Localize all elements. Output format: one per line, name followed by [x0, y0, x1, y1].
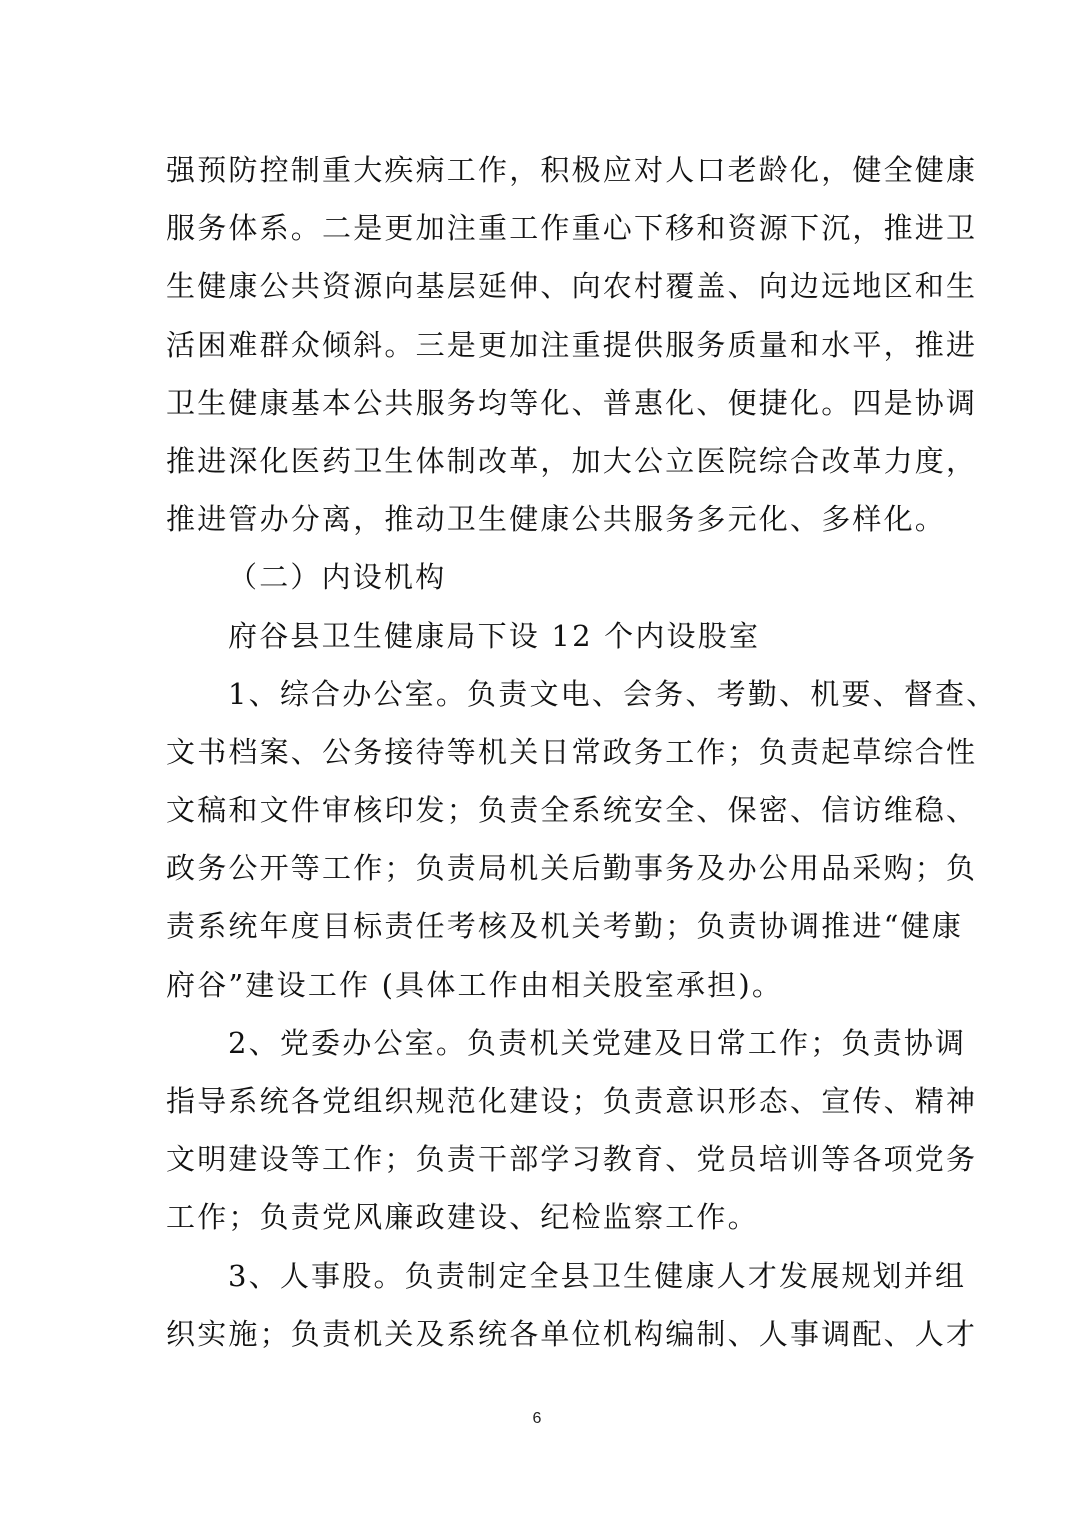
page-number: 6	[532, 1410, 542, 1427]
text-line: 府谷县卫生健康局下设 12 个内设股室	[228, 618, 761, 653]
text-line: 府谷”建设工作 (具体工作由相关股室承担)。	[166, 967, 784, 1002]
text-line: 文稿和文件审核印发；负责全系统安全、保密、信访维稳、	[166, 793, 978, 828]
text-line: 政务公开等工作；负责局机关后勤事务及办公用品采购；负	[166, 851, 978, 886]
text-line: 织实施；负责机关及系统各单位机构编制、人事调配、人才	[166, 1316, 978, 1351]
text-line: 工作；负责党风廉政建设、纪检监察工作。	[166, 1200, 759, 1235]
text-line: 推进深化医药卫生体制改革，加大公立医院综合改革力度，	[166, 443, 978, 478]
text-line: 卫生健康基本公共服务均等化、普惠化、便捷化。四是协调	[166, 385, 978, 420]
text-line: 指导系统各党组织规范化建设；负责意识形态、宣传、精神	[166, 1084, 978, 1118]
body-text	[166, 141, 998, 1363]
text-line: 文明建设等工作；负责干部学习教育、党员培训等各项党务	[166, 1142, 978, 1177]
text-line: 活困难群众倾斜。三是更加注重提供服务质量和水平，推进	[166, 327, 978, 362]
text-line: 1、综合办公室。负责文电、会务、考勤、机要、督查、	[228, 676, 998, 711]
text-line: 服务体系。二是更加注重工作重心下移和资源下沉，推进卫	[166, 211, 978, 246]
text-line: 强预防控制重大疾病工作，积极应对人口老龄化，健全健康	[166, 153, 978, 187]
text-line: 推进管办分离，推动卫生健康公共服务多元化、多样化。	[166, 502, 947, 537]
text-line: 生健康公共资源向基层延伸、向农村覆盖、向边远地区和生	[166, 269, 978, 304]
text-line: 3、人事股。负责制定全县卫生健康人才发展规划并组	[228, 1258, 967, 1293]
text-line: 责系统年度目标责任考核及机关考勤；负责协调推进“健康	[166, 909, 964, 944]
text-line: 2、党委办公室。负责机关党建及日常工作；负责协调	[228, 1025, 967, 1060]
text-line: 文书档案、公务接待等机关日常政务工作；负责起草综合性	[166, 734, 978, 769]
section-heading: （二）内设机构	[228, 560, 447, 595]
